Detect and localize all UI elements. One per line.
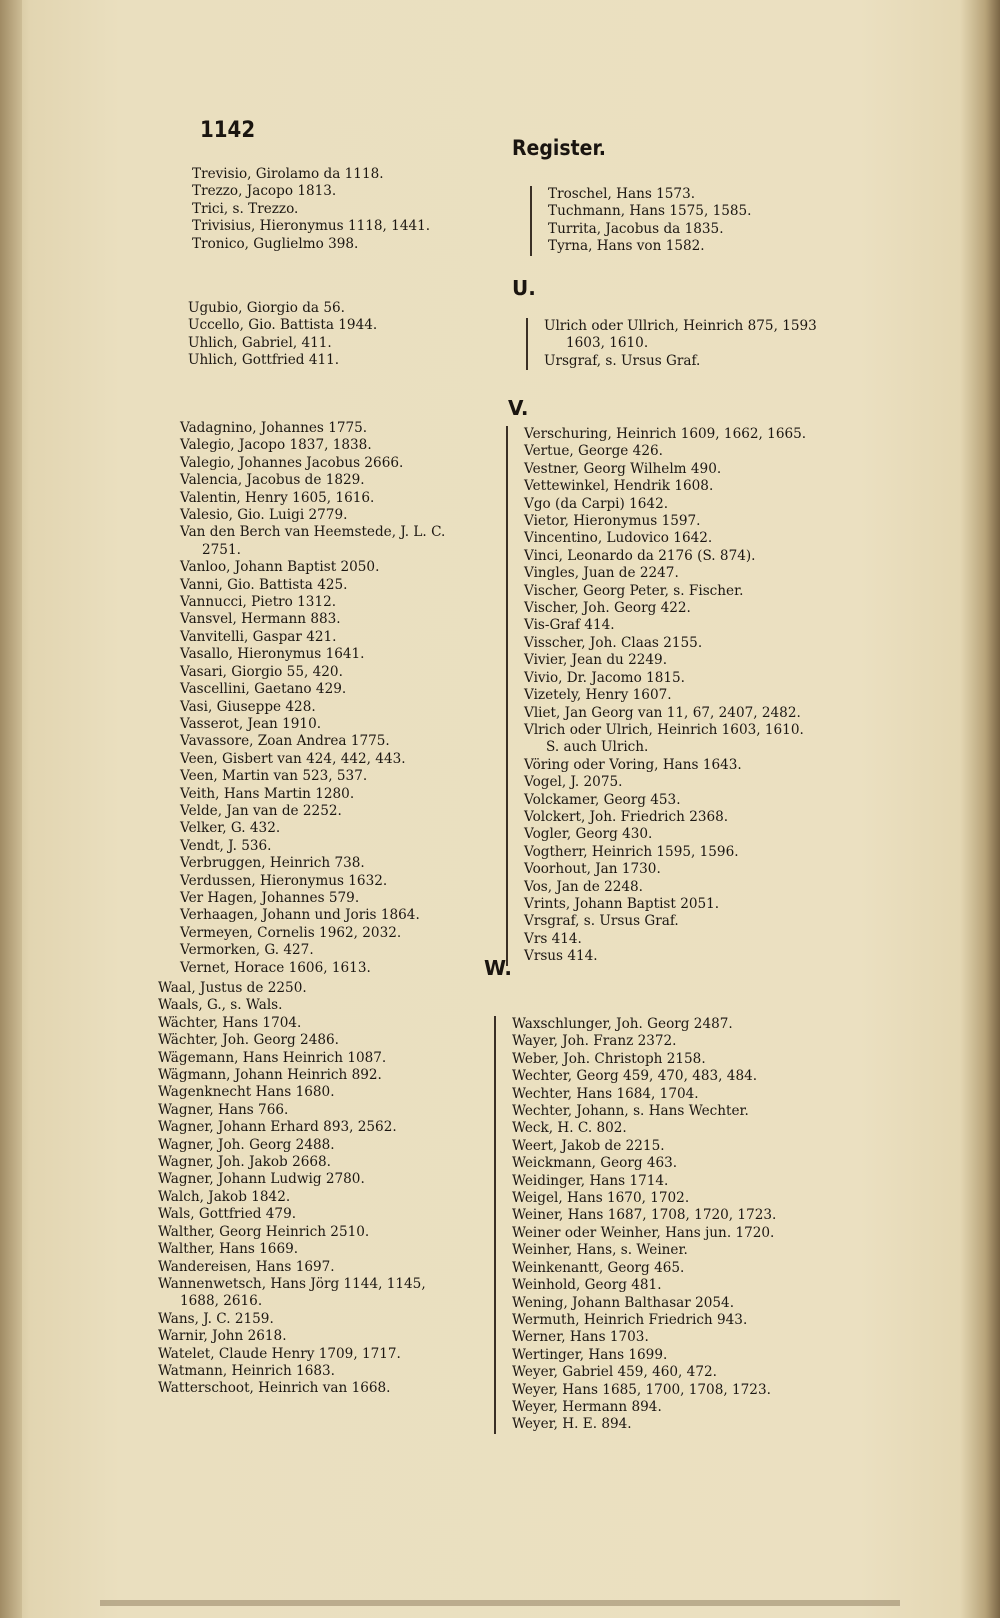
register-entry-text: Wägmann, Johann Heinrich 892.	[158, 1067, 382, 1084]
register-entry-text: Wandereisen, Hans 1697.	[158, 1258, 335, 1275]
register-entry-text: Velde, Jan van de 2252.	[180, 802, 342, 819]
section-v-right-column	[506, 426, 894, 966]
register-entry-text: Trivisius, Hieronymus 1118, 1441.	[192, 218, 431, 235]
register-entry	[524, 896, 894, 913]
register-entry-text: Vermorken, G. 427.	[180, 942, 314, 959]
register-entry	[524, 461, 894, 478]
register-entry-text: Tuchmann, Hans 1575, 1585.	[548, 203, 752, 220]
register-entry	[512, 1033, 842, 1050]
register-entry	[524, 861, 894, 878]
register-entry	[158, 1224, 488, 1241]
register-entry-text: Ugubio, Giorgio da 56.	[188, 300, 345, 316]
register-entry	[180, 507, 510, 524]
register-entry	[512, 1277, 842, 1294]
register-entry	[158, 1119, 488, 1136]
register-entry-text: Vasserot, Jean 1910.	[180, 715, 322, 732]
register-entry-text: Vascellini, Gaetano 429.	[180, 681, 347, 698]
register-entry-text: Wechter, Johann, s. Hans Wechter.	[512, 1103, 749, 1120]
book-binding-edge	[0, 0, 22, 1618]
register-entry	[524, 548, 894, 565]
register-entry-text: Trevisio, Girolamo da 1118.	[192, 166, 384, 182]
register-entry-text: Wagner, Hans 766.	[158, 1101, 289, 1118]
register-entry-text: Weidinger, Hans 1714.	[512, 1172, 669, 1189]
register-entry	[180, 925, 510, 942]
register-entry	[180, 681, 510, 698]
register-entry-text: Vogler, Georg 430.	[524, 826, 653, 843]
register-entry	[158, 1311, 488, 1328]
register-entry	[192, 236, 492, 253]
register-entry	[524, 739, 894, 756]
register-entry	[548, 238, 878, 255]
register-entry-text: Volckert, Joh. Friedrich 2368.	[524, 808, 729, 825]
register-entry-text: Tronico, Guglielmo 398.	[192, 235, 359, 252]
register-entry-text: Vasari, Giorgio 55, 420.	[180, 663, 343, 680]
register-entry-text: Van den Berch van Heemstede, J. L. C.	[180, 524, 446, 541]
register-entry-text: Veith, Hans Martin 1280.	[180, 785, 355, 802]
register-entry-text: Vanni, Gio. Battista 425.	[180, 576, 348, 593]
register-entry-text: Watmann, Heinrich 1683.	[158, 1362, 335, 1379]
register-entry-text: Walther, Georg Heinrich 2510.	[158, 1223, 370, 1240]
register-entry	[512, 1190, 842, 1207]
register-entry	[512, 1103, 842, 1120]
register-entry-text: Vrsus 414.	[524, 948, 598, 965]
register-entry	[512, 1364, 842, 1381]
register-entry-text: Wagner, Joh. Georg 2488.	[158, 1136, 335, 1153]
register-entry	[512, 1173, 842, 1190]
register-entry-text: Wermuth, Heinrich Friedrich 943.	[512, 1311, 748, 1328]
register-entry-text: Vischer, Joh. Georg 422.	[524, 600, 691, 617]
register-entry	[524, 670, 894, 687]
register-entry-text: Vincentino, Ludovico 1642.	[524, 530, 713, 547]
register-entry	[158, 1363, 488, 1380]
register-entry	[512, 1312, 842, 1329]
register-entry-text: Vermeyen, Cornelis 1962, 2032.	[180, 924, 402, 941]
register-entry-text: Vendt, J. 536.	[180, 837, 272, 854]
register-entry	[188, 335, 488, 352]
section-u-left-column	[188, 300, 488, 370]
register-entry-text: Waxschlunger, Joh. Georg 2487.	[512, 1016, 733, 1032]
register-entry	[512, 1207, 842, 1224]
register-entry	[180, 646, 510, 663]
register-entry-text: Wals, Gottfried 479.	[158, 1206, 297, 1223]
register-entry-text: Velker, G. 432.	[180, 820, 281, 837]
register-entry-text: Wayer, Joh. Franz 2372.	[512, 1033, 677, 1050]
register-entry	[524, 774, 894, 791]
register-entry	[524, 496, 894, 513]
register-entry	[192, 201, 492, 218]
section-u-right-column	[526, 318, 894, 370]
register-entry	[158, 1259, 488, 1276]
register-entry-text: Verschuring, Heinrich 1609, 1662, 1665.	[524, 426, 807, 442]
register-entry	[524, 635, 894, 652]
register-entry	[524, 809, 894, 826]
register-entry-text: Vrs 414.	[524, 930, 582, 947]
register-entry-text: Wechter, Georg 459, 470, 483, 484.	[512, 1068, 758, 1085]
register-entry	[158, 1032, 488, 1049]
register-entry-text: Vivier, Jean du 2249.	[524, 652, 668, 669]
register-entry	[180, 820, 510, 837]
register-entry	[512, 1242, 842, 1259]
register-entry	[524, 757, 894, 774]
register-entry-text: Valentin, Henry 1605, 1616.	[180, 489, 375, 506]
register-entry	[180, 786, 510, 803]
register-entry	[512, 1138, 842, 1155]
register-entry	[512, 1260, 842, 1277]
register-entry	[180, 838, 510, 855]
register-entry-text: Trezzo, Jacopo 1813.	[192, 183, 337, 200]
register-entry-text: Troschel, Hans 1573.	[548, 186, 696, 202]
register-entry-text: Weyer, Hans 1685, 1700, 1708, 1723.	[512, 1381, 771, 1398]
register-entry-text: Weyer, H. E. 894.	[512, 1416, 632, 1433]
register-entry-text: Weyer, Gabriel 459, 460, 472.	[512, 1364, 717, 1381]
register-entry	[524, 844, 894, 861]
register-entry	[180, 455, 510, 472]
register-entry-text: Verbruggen, Heinrich 738.	[180, 855, 365, 872]
running-head: Register.	[512, 136, 606, 160]
register-entry-text: Vliet, Jan Georg van 11, 67, 2407, 2482.	[524, 704, 801, 721]
register-entry	[188, 352, 488, 369]
section-t-left-column	[192, 166, 492, 253]
register-entry-text: Wannenwetsch, Hans Jörg 1144, 1145,	[158, 1275, 426, 1292]
register-entry-text: Vanvitelli, Gaspar 421.	[180, 628, 337, 645]
register-entry	[180, 594, 510, 611]
register-entry	[512, 1120, 842, 1137]
letter-heading-w: W.	[484, 956, 513, 980]
register-entry	[180, 907, 510, 924]
register-entry-text: Wagner, Joh. Jakob 2668.	[158, 1154, 331, 1171]
register-entry	[180, 490, 510, 507]
register-entry-text: Uccello, Gio. Battista 1944.	[188, 317, 378, 334]
register-entry-text: Voorhout, Jan 1730.	[524, 861, 661, 878]
register-entry-text: Vivio, Dr. Jacomo 1815.	[524, 669, 685, 686]
register-entry-text: Vettewinkel, Hendrik 1608.	[524, 478, 714, 495]
register-entry-text: Wans, J. C. 2159.	[158, 1310, 274, 1327]
register-entry	[180, 542, 510, 559]
register-entry	[188, 300, 488, 317]
register-entry-text: Wagner, Johann Ludwig 2780.	[158, 1171, 365, 1188]
register-entry-text: Waals, G., s. Wals.	[158, 997, 283, 1014]
register-entry	[158, 1328, 488, 1345]
register-entry	[158, 1154, 488, 1171]
register-entry-text: Volckamer, Georg 453.	[524, 791, 681, 808]
section-w-right-column	[494, 1016, 842, 1434]
register-entry	[180, 751, 510, 768]
register-entry	[158, 1293, 488, 1310]
register-entry	[524, 530, 894, 547]
register-entry	[180, 611, 510, 628]
register-entry-text: Weber, Joh. Christoph 2158.	[512, 1050, 706, 1067]
register-entry-text: Veen, Martin van 523, 537.	[180, 768, 368, 785]
register-entry	[548, 186, 878, 203]
register-entry-text: Wertinger, Hans 1699.	[512, 1346, 668, 1363]
register-entry	[158, 1171, 488, 1188]
register-entry-text: Warnir, John 2618.	[158, 1328, 287, 1345]
register-entry	[158, 1067, 488, 1084]
register-entry	[524, 583, 894, 600]
register-entry-text: Vingles, Juan de 2247.	[524, 565, 679, 582]
register-entry	[158, 1102, 488, 1119]
register-entry	[158, 1137, 488, 1154]
section-t-right-column	[530, 186, 878, 256]
register-entry	[180, 629, 510, 646]
letter-heading-v: V.	[508, 396, 529, 420]
register-entry	[180, 664, 510, 681]
register-entry	[158, 997, 488, 1014]
register-entry-text: Vogel, J. 2075.	[524, 774, 623, 791]
register-entry	[180, 890, 510, 907]
register-entry	[180, 437, 510, 454]
register-entry-text: Wächter, Hans 1704.	[158, 1014, 302, 1031]
register-entry-text: Wagenknecht Hans 1680.	[158, 1084, 335, 1101]
register-entry	[524, 948, 894, 965]
register-entry	[512, 1347, 842, 1364]
register-entry-text: Vizetely, Henry 1607.	[524, 687, 672, 704]
register-entry-text: Vadagnino, Johannes 1775.	[180, 420, 368, 436]
register-entry	[180, 733, 510, 750]
register-entry-text: Ulrich oder Ullrich, Heinrich 875, 1593	[544, 318, 817, 334]
register-entry	[192, 183, 492, 200]
register-entry	[158, 980, 488, 997]
register-entry	[524, 826, 894, 843]
register-entry	[158, 1276, 488, 1293]
register-entry	[512, 1295, 842, 1312]
register-entry	[548, 203, 878, 220]
register-entry-text: Weck, H. C. 802.	[512, 1120, 627, 1137]
register-entry-text: Vischer, Georg Peter, s. Fischer.	[524, 582, 744, 599]
register-entry-text: Weinkenantt, Georg 465.	[512, 1259, 685, 1276]
register-entry-text: Weiner, Hans 1687, 1708, 1720, 1723.	[512, 1207, 777, 1224]
register-entry	[158, 1241, 488, 1258]
register-entry-continuation: S. auch Ulrich.	[546, 739, 649, 756]
register-entry-text: Walch, Jakob 1842.	[158, 1188, 291, 1205]
register-entry	[524, 600, 894, 617]
register-entry	[544, 318, 894, 335]
register-entry-text: Ursgraf, s. Ursus Graf.	[544, 352, 701, 369]
register-entry-text: Veen, Gisbert van 424, 442, 443.	[180, 750, 406, 767]
register-entry	[512, 1051, 842, 1068]
register-entry-text: Valegio, Johannes Jacobus 2666.	[180, 454, 404, 471]
register-entry-text: Vanloo, Johann Baptist 2050.	[180, 559, 380, 576]
register-entry-text: Vernet, Horace 1606, 1613.	[180, 959, 371, 976]
register-entry	[512, 1016, 842, 1033]
register-entry	[158, 1346, 488, 1363]
register-entry	[512, 1382, 842, 1399]
register-entry	[158, 1380, 488, 1397]
register-entry-text: Valesio, Gio. Luigi 2779.	[180, 507, 348, 524]
page-number: 1142	[200, 118, 256, 143]
register-entry	[512, 1399, 842, 1416]
register-entry-text: Vogtherr, Heinrich 1595, 1596.	[524, 843, 739, 860]
register-entry	[512, 1068, 842, 1085]
register-entry-text: Turrita, Jacobus da 1835.	[548, 220, 724, 237]
register-entry-text: Waal, Justus de 2250.	[158, 980, 307, 996]
register-entry-text: Ver Hagen, Johannes 579.	[180, 889, 360, 906]
register-entry	[512, 1155, 842, 1172]
section-v-left-column	[180, 420, 510, 977]
register-entry-text: Weinhold, Georg 481.	[512, 1277, 662, 1294]
register-entry-text: Trici, s. Trezzo.	[192, 200, 299, 217]
register-entry	[524, 565, 894, 582]
register-entry-text: Vis-Graf 414.	[524, 617, 615, 634]
register-entry	[524, 722, 894, 739]
register-entry-text: Watelet, Claude Henry 1709, 1717.	[158, 1345, 401, 1362]
register-entry	[180, 559, 510, 576]
register-entry-text: Vrints, Johann Baptist 2051.	[524, 895, 720, 912]
register-entry-text: Wächter, Joh. Georg 2486.	[158, 1032, 339, 1049]
register-entry	[180, 803, 510, 820]
register-entry	[158, 1189, 488, 1206]
register-entry-continuation: 1688, 2616.	[180, 1293, 263, 1310]
register-entry	[524, 426, 894, 443]
register-entry	[192, 218, 492, 235]
register-entry-text: Uhlich, Gottfried 411.	[188, 352, 340, 369]
register-entry	[524, 617, 894, 634]
register-entry	[158, 1206, 488, 1223]
register-entry-text: Walther, Hans 1669.	[158, 1241, 299, 1258]
register-entry-text: Vertue, George 426.	[524, 443, 663, 460]
register-entry-text: Weert, Jakob de 2215.	[512, 1137, 665, 1154]
bottom-page-rule	[100, 1600, 900, 1606]
register-entry	[180, 768, 510, 785]
register-entry-text: Weigel, Hans 1670, 1702.	[512, 1190, 690, 1207]
register-entry-continuation: 1603, 1610.	[566, 335, 649, 352]
register-entry	[544, 353, 894, 370]
register-entry-text: Vgo (da Carpi) 1642.	[524, 495, 669, 512]
register-entry-text: Wechter, Hans 1684, 1704.	[512, 1085, 699, 1102]
register-entry	[512, 1225, 842, 1242]
register-entry-text: Visscher, Joh. Claas 2155.	[524, 634, 703, 651]
register-entry	[158, 1015, 488, 1032]
register-entry-text: Vavassore, Zoan Andrea 1775.	[180, 733, 390, 750]
register-entry-text: Valegio, Jacopo 1837, 1838.	[180, 437, 372, 454]
register-entry	[524, 913, 894, 930]
register-entry	[524, 443, 894, 460]
register-entry-text: Vrsgraf, s. Ursus Graf.	[524, 913, 679, 930]
register-entry	[524, 705, 894, 722]
register-entry-text: Weickmann, Georg 463.	[512, 1155, 678, 1172]
register-entry	[524, 478, 894, 495]
register-entry	[158, 1050, 488, 1067]
register-entry	[524, 879, 894, 896]
register-entry-continuation: 2751.	[202, 541, 241, 558]
register-entry-text: Vasallo, Hieronymus 1641.	[180, 646, 365, 663]
register-entry	[180, 420, 510, 437]
register-entry-text: Vestner, Georg Wilhelm 490.	[524, 460, 722, 477]
register-entry	[180, 524, 510, 541]
register-entry	[180, 577, 510, 594]
register-entry	[180, 855, 510, 872]
register-entry-text: Tyrna, Hans von 1582.	[548, 238, 705, 255]
register-entry-text: Vietor, Hieronymus 1597.	[524, 513, 701, 530]
register-entry-text: Verdussen, Hieronymus 1632.	[180, 872, 388, 889]
register-entry-text: Vasi, Giuseppe 428.	[180, 698, 316, 715]
register-entry	[188, 317, 488, 334]
register-entry-text: Wening, Johann Balthasar 2054.	[512, 1294, 735, 1311]
register-entry-text: Wägemann, Hans Heinrich 1087.	[158, 1049, 387, 1066]
register-entry-text: Werner, Hans 1703.	[512, 1329, 649, 1346]
register-entry-text: Vannucci, Pietro 1312.	[180, 594, 337, 611]
register-entry-text: Watterschoot, Heinrich van 1668.	[158, 1380, 391, 1397]
letter-heading-u: U.	[512, 276, 536, 300]
register-entry	[180, 472, 510, 489]
register-entry-text: Vos, Jan de 2248.	[524, 878, 643, 895]
register-entry	[544, 335, 894, 352]
register-entry-text: Weiner oder Weinher, Hans jun. 1720.	[512, 1224, 775, 1241]
register-entry	[524, 513, 894, 530]
register-entry	[192, 166, 492, 183]
register-entry-text: Vöring oder Voring, Hans 1643.	[524, 756, 742, 773]
register-entry-text: Weyer, Hermann 894.	[512, 1398, 662, 1415]
register-entry	[524, 687, 894, 704]
register-entry-text: Vinci, Leonardo da 2176 (S. 874).	[524, 547, 756, 564]
register-entry-text: Weinher, Hans, s. Weiner.	[512, 1242, 688, 1259]
register-entry-text: Vlrich oder Ulrich, Heinrich 1603, 1610.	[524, 721, 804, 738]
register-entry	[512, 1329, 842, 1346]
register-entry	[180, 716, 510, 733]
register-entry	[548, 221, 878, 238]
register-entry-text: Verhaagen, Johann und Joris 1864.	[180, 907, 420, 924]
register-entry-text: Uhlich, Gabriel, 411.	[188, 334, 332, 351]
register-entry	[524, 931, 894, 948]
register-entry	[158, 1084, 488, 1101]
register-entry	[524, 792, 894, 809]
register-entry	[512, 1416, 842, 1433]
section-w-left-column	[158, 980, 488, 1398]
register-entry	[180, 960, 510, 977]
register-entry	[180, 699, 510, 716]
register-entry-text: Valencia, Jacobus de 1829.	[180, 472, 365, 489]
register-entry	[180, 942, 510, 959]
register-entry-text: Wagner, Johann Erhard 893, 2562.	[158, 1119, 397, 1136]
register-entry-text: Vansvel, Hermann 883.	[180, 611, 341, 628]
register-entry	[512, 1086, 842, 1103]
register-entry	[180, 873, 510, 890]
register-entry	[524, 652, 894, 669]
